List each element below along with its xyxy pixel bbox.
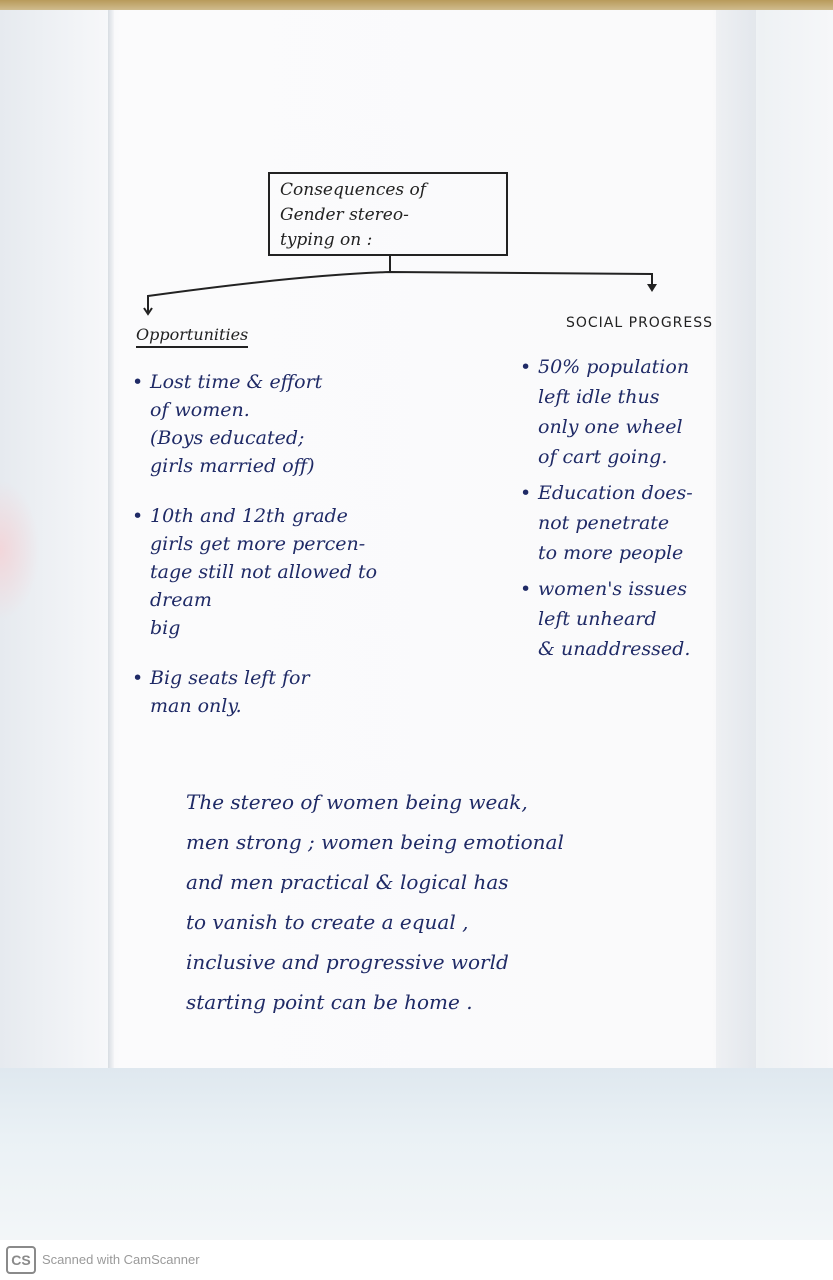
list-item: • Education does- not penetrate to more people: [520, 478, 750, 568]
list-item: • women's issues left unheard & unaddressed.: [520, 574, 750, 664]
list-item: • 10th and 12th grade girls get more percen- tage still not allowed to dream big: [132, 502, 392, 642]
opportunities-list: [132, 368, 392, 742]
list-item: • Lost time & effort of women. (Boys educated; girls married off): [132, 368, 392, 480]
page-fold-left: [108, 10, 114, 1070]
social-progress-list: [520, 352, 750, 670]
camscanner-logo: CS: [6, 1246, 36, 1274]
stain: [0, 480, 40, 620]
diagram-title: Consequences of Gender stereo- typing on :: [280, 180, 427, 250]
left-branch-heading: Opportunities: [136, 325, 248, 348]
diagram-title-box: [268, 172, 508, 256]
list-item: • 50% population left idle thus only one wheel of cart going.: [520, 352, 750, 472]
page-bottom-flap: [0, 1068, 833, 1240]
scanner-watermark: Scanned with CamScanner: [42, 1252, 200, 1267]
conclusion-paragraph: The stereo of women being weak, men strong ; women being emotional and men practical & logical has to vanish to create a equal , inclusive and progressive world starting point can be home .: [186, 790, 564, 1014]
right-branch-heading: SOCIAL PROGRESS: [566, 315, 714, 331]
list-item: • Big seats left for man only.: [132, 664, 392, 720]
